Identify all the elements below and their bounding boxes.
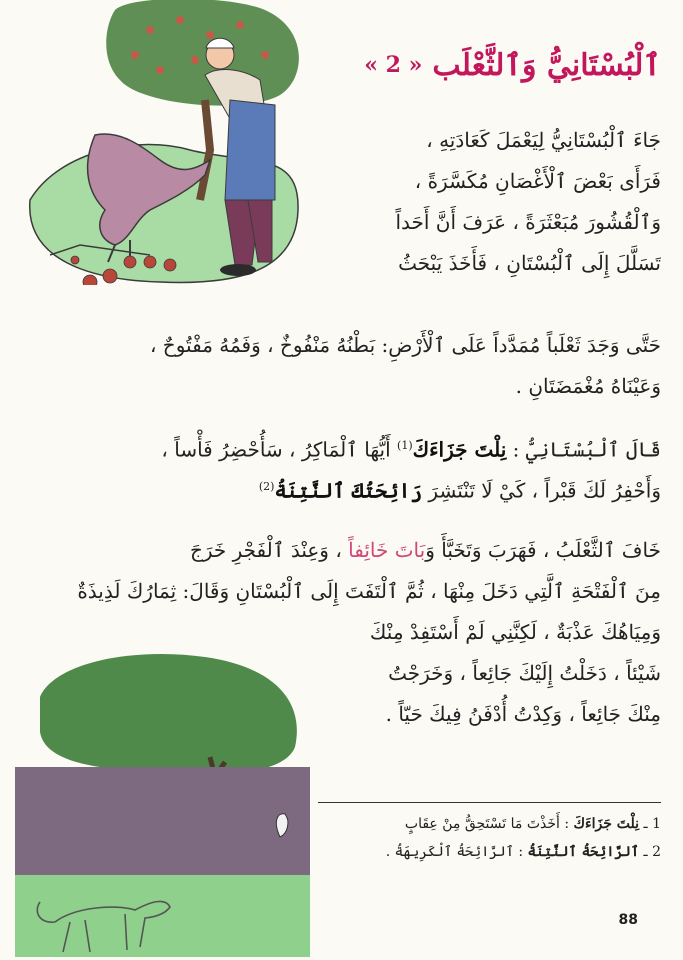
page-number: 88 <box>618 912 638 928</box>
text-line: مِنْكَ جَائِعاً ، وَكِدْتُ أُدْفَنُ فِيكَ حَيّاً . <box>385 702 661 726</box>
text-line: وَٱلْقُشُورَ مُبَعْثَرَةً ، عَرَفَ أَنَّ أَحَداً <box>395 210 661 234</box>
glossary-term-1: نِلْتَ جَزَاءَكَ <box>412 437 507 462</box>
text-line: شَيْئاً ، دَخَلْتُ إِلَيْكَ جَائِعاً ، وَخَرَجْتُ <box>388 661 661 685</box>
glossary-term-2: رَائِحَتُكَ ٱلنَّتِنَةُ <box>274 478 423 503</box>
paragraph-1-continued <box>21 325 661 407</box>
text-line: جَاءَ ٱلْبُسْتَانِيُّ لِيَعْمَلَ كَعَادَتِهِ ، <box>426 128 661 152</box>
footnote-separator: : <box>564 816 570 832</box>
paragraph-1 <box>311 120 661 284</box>
footnote-definition: أَخَذْتَ مَا تَسْتَحِقُّ مِنْ عِقَابٍ <box>404 816 560 832</box>
text-line <box>21 530 661 571</box>
footnote-divider <box>318 802 661 803</box>
text-line: وَمِيَاهُكَ عَذْبَةٌ ، لَكِنَّنِي لَمْ أَسْتَفِدْ مِنْكَ <box>369 620 661 644</box>
footnote-item <box>316 838 661 866</box>
lesson-title: ٱلْبُسْتَانِيُّ وَٱلثَّعْلَب <box>432 47 661 83</box>
paragraph-2 <box>21 425 661 507</box>
text-line <box>21 425 661 466</box>
highlighted-phrase: بَاتَ خَائِفاً <box>348 538 426 562</box>
footnote-ref-2: (2) <box>258 480 275 493</box>
footnote-separator: : <box>518 844 524 860</box>
footnote-ref-1: (1) <box>397 439 413 452</box>
footnote-number: 2 ـ <box>643 844 661 860</box>
footnote-item <box>316 810 661 838</box>
paragraph-3 <box>21 530 661 653</box>
lesson-number: « 2 » <box>364 52 423 78</box>
footnote-number: 1 ـ <box>643 816 661 832</box>
text-segment: ، وَعِنْدَ ٱلْفَجْرِ خَرَجَ <box>189 538 342 562</box>
text-segment: وَأَحْفِرُ لَكَ قَبْراً ، كَيْ لَا تَنْتَشِرَ <box>428 478 661 503</box>
footnote-definition: ٱلرَّائِحَةُ ٱلْكَرِيهَةُ . <box>385 844 514 860</box>
fox-leaving-illustration <box>15 652 310 957</box>
footnote-term: نِلْتَ جَزَاءَكَ <box>573 816 640 832</box>
footnote-term: ٱلرَّائِحَةُ ٱلنَّتِنَةُ <box>527 844 640 860</box>
text-segment: أَيُّهَا ٱلْمَاكِرُ ، سَأُحْضِرُ فَأْساً ، <box>161 437 391 462</box>
text-line: تَسَلَّلَ إِلَى ٱلْبُسْتَانِ ، فَأَخَذَ يَبْحَثُ <box>398 251 661 275</box>
gardener-fox-illustration <box>20 0 310 285</box>
text-line: حَتَّى وَجَدَ ثَعْلَباً مُمَدَّداً عَلَى ٱلْأَرْضِ: بَطْنُهُ مَنْفُوخٌ ، وَفَمُهُ مَفْتُوحٌ ، <box>149 333 661 357</box>
text-line <box>21 466 661 507</box>
text-line: مِنَ ٱلْفَتْحَةِ ٱلَّتِي دَخَلَ مِنْهَا ، ثُمَّ ٱلْتَفَتَ إِلَى ٱلْبُسْتَانِ وَقَالَ: ثِمَارُكَ لَذِيذَةٌ <box>77 579 661 603</box>
lesson-header <box>341 40 661 90</box>
footnotes <box>316 810 661 866</box>
paragraph-3-continued <box>311 653 661 735</box>
text-segment: خَافَ ٱلثَّعْلَبُ ، فَهَرَبَ وَتَخَبَّأَ وَ <box>425 538 661 562</box>
text-line: وَعَيْنَاهُ مُغْمَضَتَانِ . <box>515 374 661 398</box>
text-segment: قَالَ ٱلْبُسْتَانِيُّ : <box>512 437 661 462</box>
text-line: فَرَأَى بَعْضَ ٱلْأَغْصَانِ مُكَسَّرَةً ، <box>414 169 661 193</box>
